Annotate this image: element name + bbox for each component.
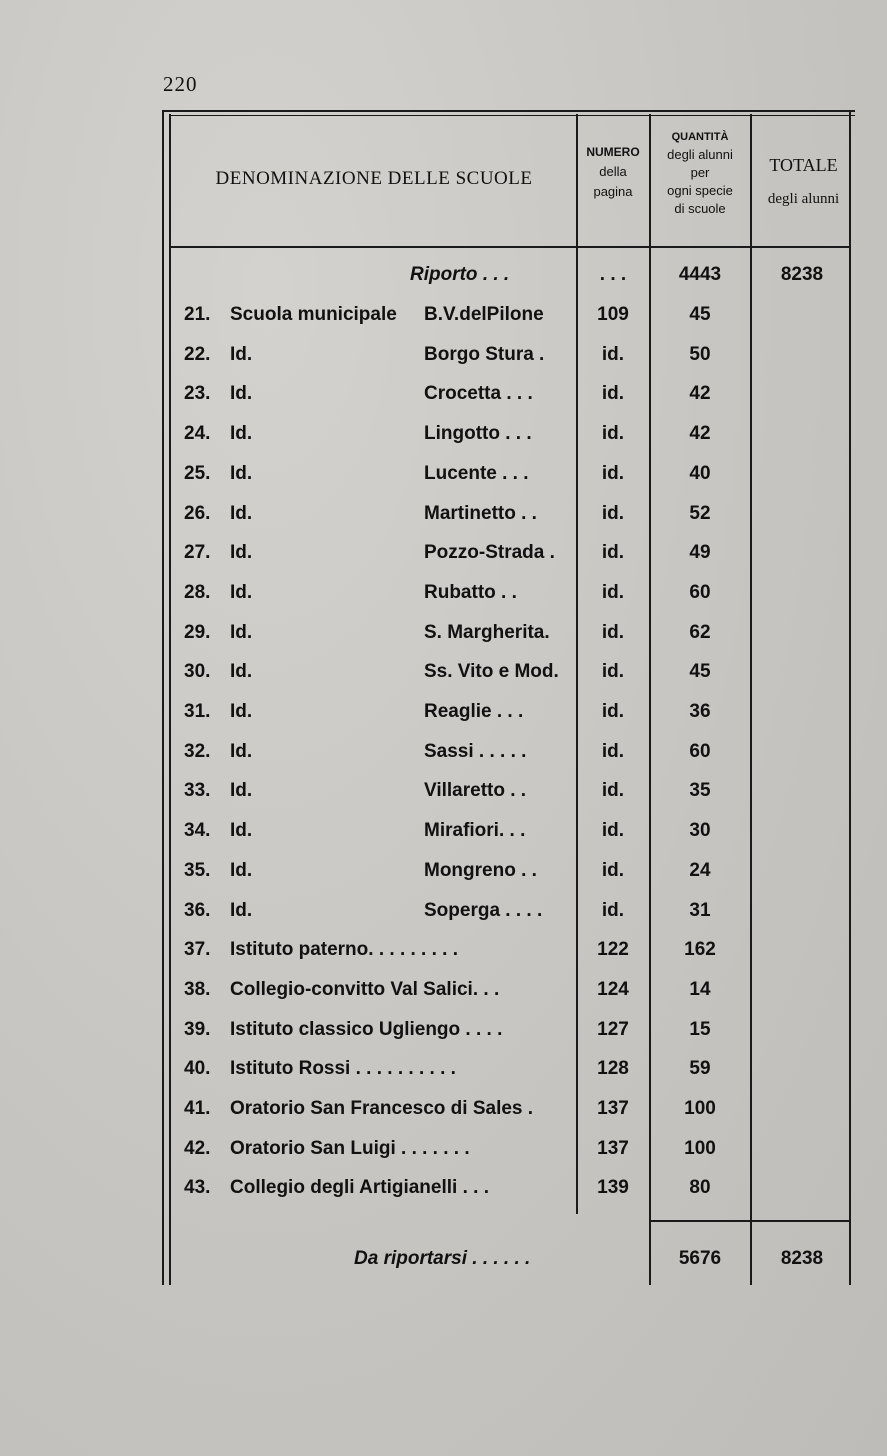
row-index: 25. bbox=[184, 462, 211, 484]
row-school-type: Id. bbox=[230, 621, 253, 643]
row-page: id. bbox=[601, 899, 625, 921]
riporto-total: 8238 bbox=[780, 264, 824, 285]
row-index: 26. bbox=[184, 502, 211, 524]
page-number: 220 bbox=[163, 72, 198, 96]
table-row bbox=[162, 495, 855, 535]
row-page: id. bbox=[601, 859, 625, 881]
row-index: 34. bbox=[184, 820, 211, 842]
table-row bbox=[162, 812, 855, 852]
row-index: 43. bbox=[184, 1177, 211, 1199]
header-numero-line2: della bbox=[599, 164, 627, 179]
row-page: id. bbox=[601, 343, 625, 365]
header-totale-line2: degli alunni bbox=[767, 191, 840, 207]
row-index: 41. bbox=[184, 1098, 211, 1119]
row-school-type: Id. bbox=[230, 780, 253, 802]
row-school-location: Soperga . . . . bbox=[424, 899, 543, 921]
row-index: 36. bbox=[184, 899, 211, 921]
header-denominazione: DENOMINAZIONE DELLE SCUOLE bbox=[215, 168, 533, 189]
row-page: id. bbox=[601, 701, 625, 722]
header-numero bbox=[578, 142, 648, 202]
riporto-qty: 4443 bbox=[678, 264, 722, 285]
row-page: 128 bbox=[597, 1058, 629, 1080]
table-row bbox=[162, 1130, 855, 1170]
row-school-location: Pozzo-Strada . bbox=[424, 542, 555, 564]
row-page: id. bbox=[601, 621, 625, 643]
row-quantity: 59 bbox=[689, 1058, 711, 1080]
row-quantity: 60 bbox=[689, 581, 711, 603]
table-row bbox=[162, 653, 855, 693]
row-school-type: Id. bbox=[230, 423, 253, 445]
table-row bbox=[162, 574, 855, 614]
row-school-type: Id. bbox=[230, 462, 253, 484]
footer-top-border bbox=[649, 1220, 849, 1222]
row-index: 42. bbox=[184, 1137, 211, 1159]
row-index: 23. bbox=[184, 383, 211, 405]
header-quantita-line3: per bbox=[690, 165, 710, 180]
row-school-location: Villaretto . . bbox=[424, 780, 527, 802]
footer-qty: 5676 bbox=[678, 1248, 722, 1269]
row-quantity: 62 bbox=[689, 621, 711, 643]
row-school-location: Mongreno . . bbox=[424, 859, 537, 881]
row-quantity: 45 bbox=[689, 304, 711, 325]
row-index: 30. bbox=[184, 661, 211, 683]
table-row bbox=[162, 1169, 855, 1209]
riporto-label: Riporto . . . bbox=[410, 264, 510, 285]
row-school-name: Collegio degli Artigianelli . . . bbox=[230, 1177, 489, 1199]
row-quantity: 80 bbox=[689, 1177, 711, 1199]
table-top-border-inner bbox=[169, 115, 855, 116]
table-row bbox=[162, 733, 855, 773]
row-quantity: 15 bbox=[689, 1018, 711, 1040]
row-index: 35. bbox=[184, 859, 211, 881]
row-quantity: 36 bbox=[689, 701, 711, 722]
row-index: 28. bbox=[184, 581, 211, 603]
table-row bbox=[162, 772, 855, 812]
header-bottom-border bbox=[169, 246, 849, 248]
table-row bbox=[162, 415, 855, 455]
table-row bbox=[162, 455, 855, 495]
row-index: 40. bbox=[184, 1058, 211, 1080]
row-school-location: Rubatto . . bbox=[424, 581, 517, 603]
row-school-location: Reaglie . . . bbox=[424, 701, 524, 722]
row-page: 137 bbox=[597, 1098, 629, 1119]
row-page: 124 bbox=[597, 978, 629, 1000]
row-school-name: Istituto Rossi . . . . . . . . . . bbox=[230, 1058, 456, 1080]
row-index: 27. bbox=[184, 542, 211, 564]
row-quantity: 100 bbox=[684, 1098, 716, 1119]
footer-row bbox=[162, 1240, 855, 1280]
row-quantity: 42 bbox=[689, 423, 711, 445]
table-row bbox=[162, 971, 855, 1011]
row-school-name: Istituto classico Ugliengo . . . . bbox=[230, 1018, 503, 1040]
table-row bbox=[162, 693, 855, 733]
row-page: 139 bbox=[597, 1177, 629, 1199]
row-school-type: Id. bbox=[230, 740, 253, 762]
row-page: id. bbox=[601, 581, 625, 603]
row-school-location: Ss. Vito e Mod. bbox=[424, 661, 559, 683]
row-index: 38. bbox=[184, 978, 211, 1000]
header-quantita-line2: degli alunni bbox=[667, 147, 733, 162]
row-page: id. bbox=[601, 383, 625, 405]
row-school-location: B.V.delPilone bbox=[424, 304, 544, 325]
row-index: 32. bbox=[184, 740, 211, 762]
table-row bbox=[162, 534, 855, 574]
row-index: 39. bbox=[184, 1018, 211, 1040]
table-row bbox=[162, 1050, 855, 1090]
header-quantita-line5: di scuole bbox=[674, 201, 726, 216]
row-school-location: Martinetto . . bbox=[424, 502, 537, 524]
row-school-type: Id. bbox=[230, 343, 253, 365]
row-index: 24. bbox=[184, 423, 211, 445]
row-page: id. bbox=[601, 820, 625, 842]
header-numero-line3: pagina bbox=[593, 184, 633, 199]
row-page: id. bbox=[601, 462, 625, 484]
table-row bbox=[162, 375, 855, 415]
row-quantity: 35 bbox=[689, 780, 711, 802]
row-school-type: Id. bbox=[230, 899, 253, 921]
row-index: 31. bbox=[184, 701, 211, 722]
header-totale bbox=[752, 148, 855, 216]
row-quantity: 24 bbox=[689, 859, 711, 881]
table-row bbox=[162, 614, 855, 654]
row-quantity: 30 bbox=[689, 820, 711, 842]
row-school-location: Mirafiori. . . bbox=[424, 820, 526, 842]
row-school-type: Scuola municipale bbox=[230, 304, 397, 325]
table-row bbox=[162, 296, 855, 336]
row-school-location: S. Margherita. bbox=[424, 621, 550, 643]
row-school-location: Lingotto . . . bbox=[424, 423, 532, 445]
table-row bbox=[162, 336, 855, 376]
row-quantity: 45 bbox=[689, 661, 711, 683]
row-school-name: Collegio-convitto Val Salici. . . bbox=[230, 978, 500, 1000]
row-school-name: Oratorio San Francesco di Sales . bbox=[230, 1098, 534, 1119]
table-row bbox=[162, 892, 855, 932]
row-quantity: 52 bbox=[689, 502, 711, 524]
row-page: 122 bbox=[597, 939, 629, 961]
row-page: 137 bbox=[597, 1137, 629, 1159]
table-row bbox=[162, 931, 855, 971]
row-index: 22. bbox=[184, 343, 211, 365]
row-quantity: 50 bbox=[689, 343, 711, 365]
row-school-type: Id. bbox=[230, 502, 253, 524]
row-school-location: Sassi . . . . . bbox=[424, 740, 527, 762]
row-school-type: Id. bbox=[230, 820, 253, 842]
row-quantity: 14 bbox=[689, 978, 711, 1000]
header-quantita-line4: ogni specie bbox=[667, 183, 733, 198]
row-index: 21. bbox=[184, 304, 211, 325]
schools-table bbox=[162, 110, 855, 1285]
row-quantity: 49 bbox=[689, 542, 711, 564]
header-totale-line1: TOTALE bbox=[769, 155, 838, 175]
row-page: id. bbox=[601, 542, 625, 564]
riporto-row bbox=[162, 256, 855, 296]
row-quantity: 162 bbox=[684, 939, 716, 961]
row-page: 109 bbox=[597, 304, 629, 325]
table-row bbox=[162, 1090, 855, 1130]
row-quantity: 42 bbox=[689, 383, 711, 405]
row-school-type: Id. bbox=[230, 383, 253, 405]
header-numero-line1: NUMERO bbox=[586, 145, 640, 159]
row-quantity: 31 bbox=[689, 899, 711, 921]
row-page: 127 bbox=[597, 1018, 629, 1040]
row-page: id. bbox=[601, 740, 625, 762]
table-row bbox=[162, 1011, 855, 1051]
row-page: id. bbox=[601, 502, 625, 524]
row-school-location: Borgo Stura . bbox=[424, 343, 545, 365]
table-row bbox=[162, 852, 855, 892]
row-quantity: 40 bbox=[689, 462, 711, 484]
row-index: 37. bbox=[184, 939, 211, 961]
row-school-location: Lucente . . . bbox=[424, 462, 529, 484]
header-quantita bbox=[651, 128, 749, 218]
row-school-name: Istituto paterno. . . . . . . . . bbox=[230, 939, 459, 961]
row-index: 29. bbox=[184, 621, 211, 643]
row-school-type: Id. bbox=[230, 661, 253, 683]
row-page: id. bbox=[601, 661, 625, 683]
header-quantita-line1: QUANTITÀ bbox=[671, 131, 729, 143]
row-index: 33. bbox=[184, 780, 211, 802]
row-page: id. bbox=[601, 780, 625, 802]
row-school-type: Id. bbox=[230, 542, 253, 564]
riporto-page: . . . bbox=[599, 264, 627, 285]
footer-label: Da riportarsi . . . . . . bbox=[354, 1248, 531, 1269]
row-quantity: 60 bbox=[689, 740, 711, 762]
row-school-name: Oratorio San Luigi . . . . . . . bbox=[230, 1137, 470, 1159]
row-page: id. bbox=[601, 423, 625, 445]
row-school-type: Id. bbox=[230, 859, 253, 881]
row-school-type: Id. bbox=[230, 701, 253, 722]
table-top-border bbox=[162, 110, 855, 112]
row-quantity: 100 bbox=[684, 1137, 716, 1159]
row-school-location: Crocetta . . . bbox=[424, 383, 533, 405]
row-school-type: Id. bbox=[230, 581, 253, 603]
footer-total: 8238 bbox=[780, 1248, 824, 1269]
